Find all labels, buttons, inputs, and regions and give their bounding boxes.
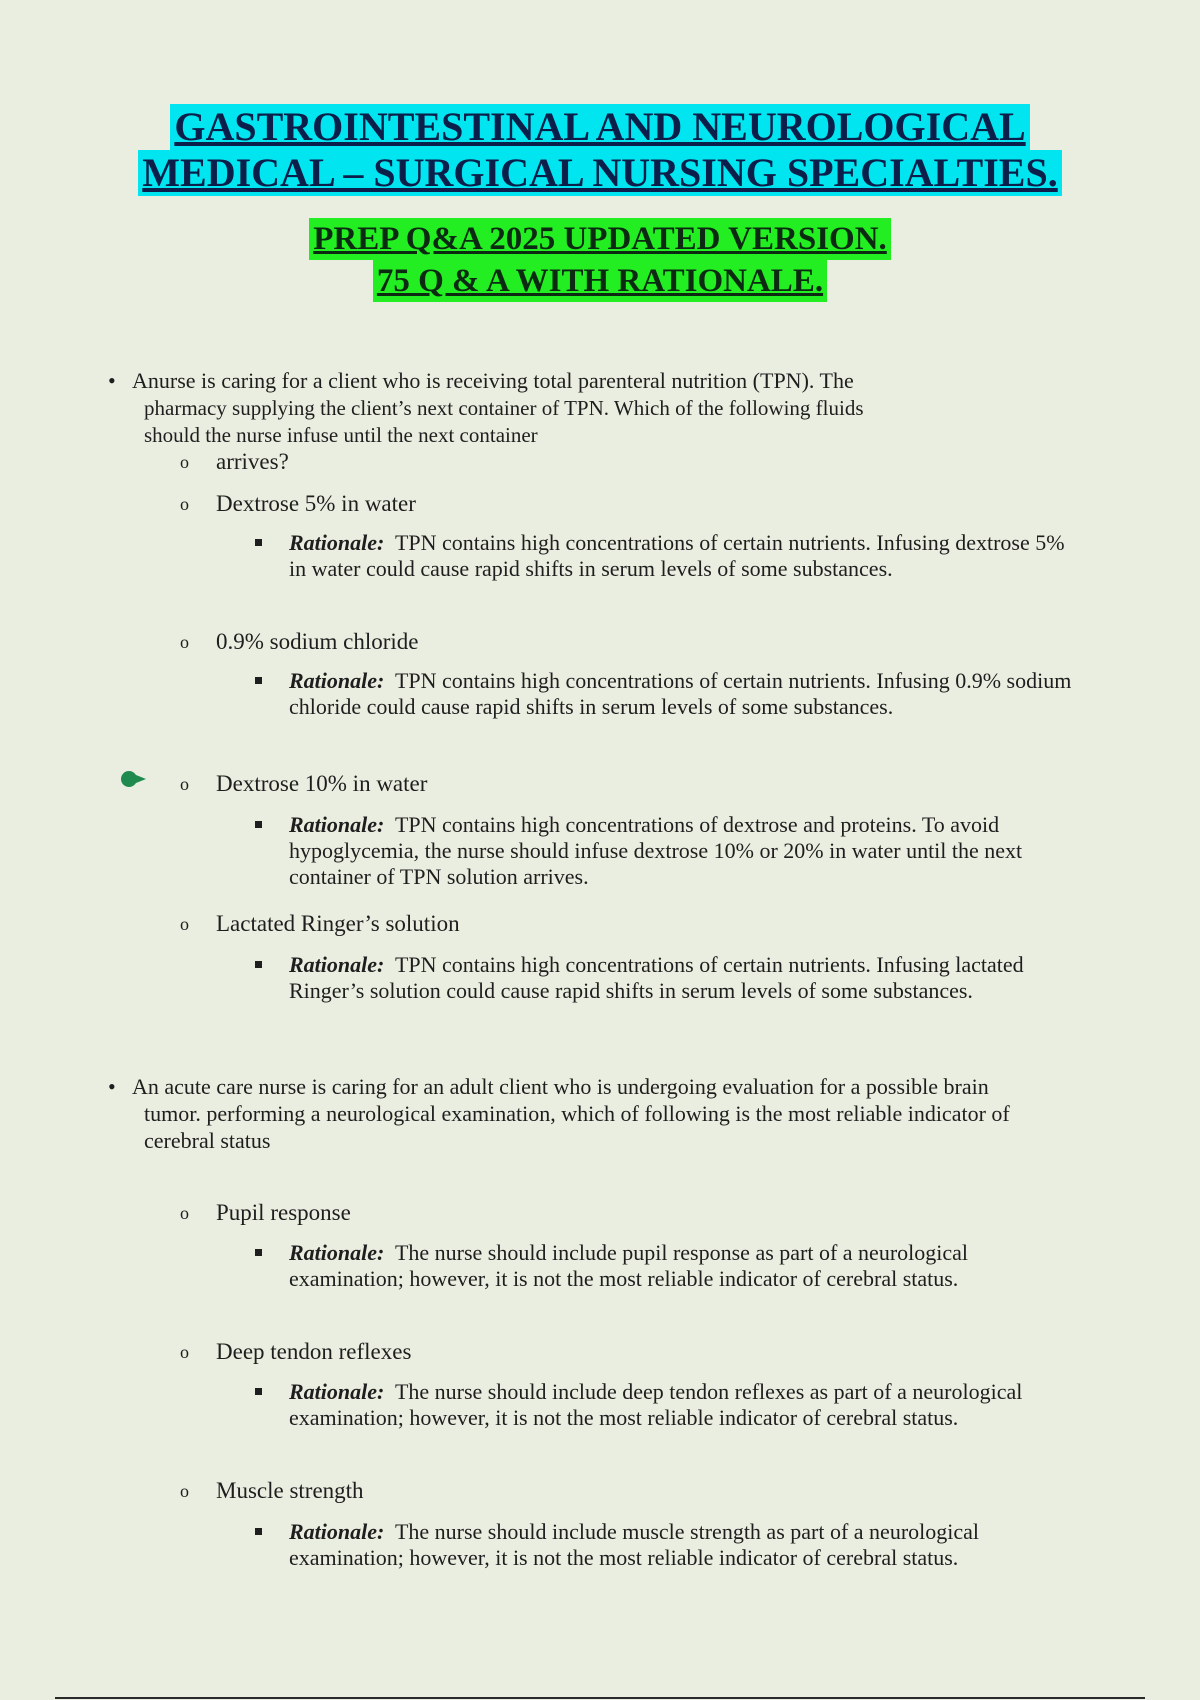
square-bullet-icon	[255, 821, 262, 828]
document-subtitle	[0, 218, 1200, 302]
square-bullet-icon	[255, 1388, 262, 1395]
title-line-1: GASTROINTESTINAL AND NEUROLOGICAL	[170, 104, 1029, 150]
subtitle-line-1: PREP Q&A 2025 UPDATED VERSION.	[309, 218, 891, 260]
question-stem-line: cerebral status	[144, 1128, 271, 1153]
question-stem-line: tumor. performing a neurological examination, which of following is the most reliable indicator of	[144, 1101, 1010, 1126]
rationale-label: Rationale:	[289, 812, 385, 837]
square-bullet-icon	[255, 1528, 262, 1535]
circle-bullet-icon: o	[180, 1481, 189, 1501]
rationale-1-4: Rationale: TPN contains high concentrations of certain nutrients. Infusing lactated Ringer’s solution could cause rapid shifts in serum levels of some substances.	[255, 952, 1075, 1004]
question-stem-line: Anurse is caring for a client who is receiving total parenteral nutrition (TPN). The	[132, 368, 854, 393]
bullet-icon: •	[108, 1074, 116, 1099]
rationale-label: Rationale:	[289, 1379, 385, 1404]
rationale-label: Rationale:	[289, 1519, 385, 1544]
rationale-label: Rationale:	[289, 952, 385, 977]
rationale-2-2: Rationale: The nurse should include deep tendon reflexes as part of a neurological examination; however, it is not the most reliable indicator of cerebral status.	[255, 1379, 1075, 1431]
rationale-2-3: Rationale: The nurse should include muscle strength as part of a neurological examination; however, it is not the most reliable indicator of cerebral status.	[255, 1519, 1075, 1571]
document-title	[0, 104, 1200, 196]
rationale-label: Rationale:	[289, 1240, 385, 1265]
square-bullet-icon	[255, 1249, 262, 1256]
question-stem-line: should the nurse infuse until the next container	[144, 423, 538, 447]
question-stem-line: pharmacy supplying the client’s next container of TPN. Which of the following fluids	[144, 396, 864, 420]
rationale-label: Rationale:	[289, 530, 385, 555]
rationale-1-2: Rationale: TPN contains high concentrations of certain nutrients. Infusing 0.9% sodium chloride could cause rapid shifts in serum levels of some substances.	[255, 668, 1075, 720]
question-stem-line: An acute care nurse is caring for an adult client who is undergoing evaluation for a possible brain	[132, 1074, 989, 1099]
footer-divider	[55, 1697, 1145, 1699]
circle-bullet-icon: o	[180, 632, 189, 652]
circle-bullet-icon: o	[180, 774, 189, 794]
rationale-1-3: Rationale: TPN contains high concentrations of dextrose and proteins. To avoid hypoglycemia, the nurse should infuse dextrose 10% or 20% in water until the next container of TPN solution arrives.	[255, 812, 1075, 890]
circle-bullet-icon: o	[180, 1342, 189, 1362]
circle-bullet-icon: o	[180, 1203, 189, 1223]
circle-bullet-icon: o	[180, 452, 189, 472]
title-line-2: MEDICAL – SURGICAL NURSING SPECIALTIES.	[138, 150, 1061, 196]
square-bullet-icon	[255, 961, 262, 968]
bullet-icon: •	[108, 368, 116, 393]
document-page: GASTROINTESTINAL AND NEUROLOGICAL MEDICAL – SURGICAL NURSING SPECIALTIES. PREP Q&A 2025 UPDATED VERSION. 75 Q & A WITH RATIONALE. • Anurse is caring for a client who is receiving total parenteral nutrition (TPN). The pharmacy supplying the client’s next container of TPN. Which of the following fluids should the nurse infuse until the next container o arrives? o Dextrose 5% in water Rationale: TPN contains high concentrations of certain nutrients. Infusing dextrose 5% in water could cause rapid shifts in serum levels of some substances. o 0.9% sodium chloride Rationale: TPN contains high concentrations of certain nutrients. Infusing 0.9% sodium chloride could cause rapid shifts in serum levels of some substances. o Dextrose 10% in water Rationale: TPN contains high concentrations of dextrose and proteins. To avoid hypoglycemia, the nurse should infuse dextrose 10% or 20% in water until the next container of TPN solution arrives. o Lactated Ringer’s solution Rationale: TPN contains high concentrations of certain nutrients. Infusing lactated Ringer’s solution could cause rapid shifts in serum levels of some substances. • An acute care nurse is caring for an adult client who is undergoing evaluation for a possible brain tumor. performing a neurological examination, which of following is the most reliable indicator of cerebral status o Pupil response Rationale: The nurse should include pupil response as part of a neurological examination; however, it is not the most reliable indicator of cerebral status. o Deep tendon reflexes Rationale: The nurse should include deep tendon reflexes as part of a neurological examination; however, it is not the most reliable indicator of cerebral status. o Muscle strength Rationale: The nurse should include muscle strength as part of a neurological examination; however, it is not the most reliable indicator of cerebral status.	[0, 0, 1200, 1700]
correct-answer-arrow-icon	[118, 768, 148, 790]
rationale-2-1: Rationale: The nurse should include pupil response as part of a neurological examination; however, it is not the most reliable indicator of cerebral status.	[255, 1240, 1075, 1292]
rationale-1-1: Rationale: TPN contains high concentrations of certain nutrients. Infusing dextrose 5% in water could cause rapid shifts in serum levels of some substances.	[255, 530, 1075, 582]
circle-bullet-icon: o	[180, 914, 189, 934]
square-bullet-icon	[255, 677, 262, 684]
subtitle-line-2: 75 Q & A WITH RATIONALE.	[373, 260, 827, 302]
square-bullet-icon	[255, 539, 262, 546]
circle-bullet-icon: o	[180, 494, 189, 514]
rationale-label: Rationale:	[289, 668, 385, 693]
